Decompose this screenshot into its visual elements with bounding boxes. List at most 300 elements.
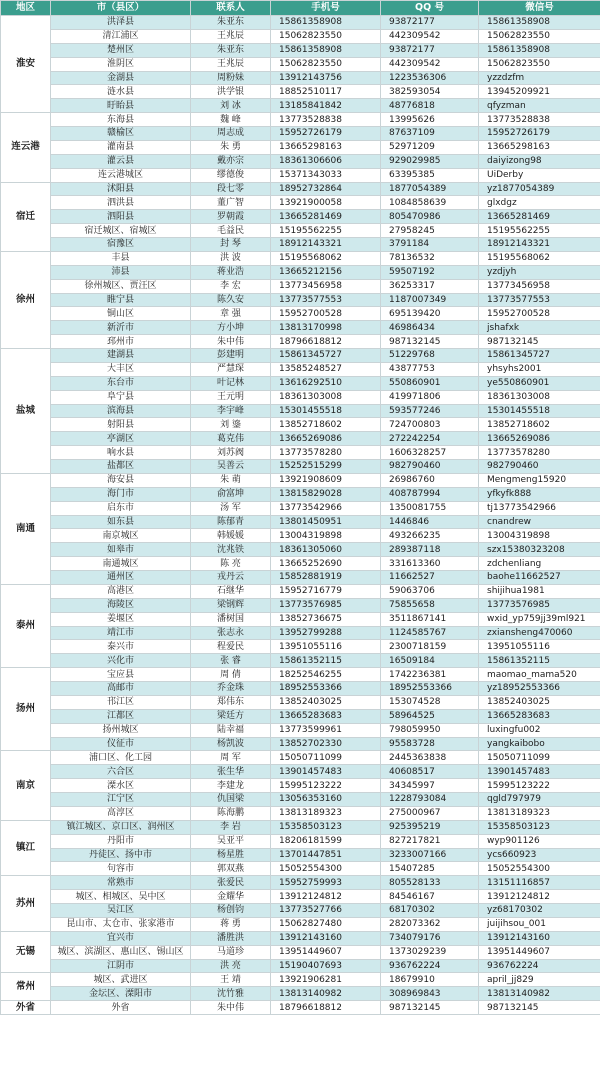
county-cell: 建湖县: [51, 349, 191, 363]
phone-cell: 13665283683: [271, 709, 381, 723]
contact-cell: 罗朝霞: [191, 210, 271, 224]
contact-cell: 王元明: [191, 390, 271, 404]
table-row: [1, 904, 600, 918]
wechat-cell: 13773576985: [479, 598, 600, 612]
wechat-cell: 15195562255: [479, 224, 600, 238]
qq-cell: 48776818: [381, 99, 479, 113]
wechat-cell: 13852718602: [479, 418, 600, 432]
table-row: [1, 682, 600, 696]
wechat-cell: 15062823550: [479, 29, 600, 43]
wechat-cell: cnandrew: [479, 515, 600, 529]
qq-cell: 18952553366: [381, 682, 479, 696]
qq-cell: 18679910: [381, 973, 479, 987]
county-cell: 灌云县: [51, 154, 191, 168]
wechat-cell: 15952726179: [479, 127, 600, 141]
table-row: [1, 515, 600, 529]
wechat-cell: 15358503123: [479, 820, 600, 834]
qq-cell: 34345997: [381, 779, 479, 793]
table-row: [1, 626, 600, 640]
contact-cell: 吴善云: [191, 460, 271, 474]
contact-cell: 叶记林: [191, 376, 271, 390]
phone-cell: 13951055116: [271, 640, 381, 654]
wechat-cell: 18912143321: [479, 238, 600, 252]
phone-cell: 13773577553: [271, 293, 381, 307]
table-row: [1, 154, 600, 168]
contact-cell: 董广智: [191, 196, 271, 210]
county-cell: 射阳县: [51, 418, 191, 432]
qq-cell: 84546167: [381, 890, 479, 904]
wechat-cell: daiyizong98: [479, 154, 600, 168]
qq-cell: 1446846: [381, 515, 479, 529]
table-row: [1, 584, 600, 598]
phone-cell: 13773599961: [271, 723, 381, 737]
qq-cell: 798059950: [381, 723, 479, 737]
county-cell: 常熟市: [51, 876, 191, 890]
qq-cell: 929029985: [381, 154, 479, 168]
qq-cell: 46986434: [381, 321, 479, 335]
contact-cell: 乔金珠: [191, 682, 271, 696]
qq-cell: 93872177: [381, 16, 479, 30]
header-region: 地区: [1, 1, 51, 16]
county-cell: 丰县: [51, 251, 191, 265]
phone-cell: 18852510117: [271, 85, 381, 99]
wechat-cell: 13773577553: [479, 293, 600, 307]
region-cell: 南京: [1, 751, 51, 820]
table-row: [1, 113, 600, 127]
wechat-cell: 936762224: [479, 959, 600, 973]
phone-cell: 15052554300: [271, 862, 381, 876]
county-cell: 吴江区: [51, 904, 191, 918]
county-cell: 淮阴区: [51, 57, 191, 71]
qq-cell: 936762224: [381, 959, 479, 973]
wechat-cell: 987132145: [479, 335, 600, 349]
qq-cell: 289387118: [381, 543, 479, 557]
county-cell: 仪征市: [51, 737, 191, 751]
contact-cell: 潘胜洪: [191, 931, 271, 945]
wechat-cell: yhsyhs2001: [479, 362, 600, 376]
county-cell: 海安县: [51, 473, 191, 487]
county-cell: 泗洪县: [51, 196, 191, 210]
phone-cell: 18361306606: [271, 154, 381, 168]
qq-cell: 87637109: [381, 127, 479, 141]
table-row: [1, 224, 600, 238]
phone-cell: 13773527766: [271, 904, 381, 918]
contact-cell: 缪德俊: [191, 168, 271, 182]
phone-cell: 15952700528: [271, 307, 381, 321]
qq-cell: 275000967: [381, 806, 479, 820]
contact-cell: 毛益民: [191, 224, 271, 238]
wechat-cell: 13951449607: [479, 945, 600, 959]
phone-cell: 15952716779: [271, 584, 381, 598]
table-row: [1, 640, 600, 654]
qq-cell: 63395385: [381, 168, 479, 182]
contact-cell: 魏 峰: [191, 113, 271, 127]
contact-cell: 朱 萌: [191, 473, 271, 487]
table-row: [1, 238, 600, 252]
county-cell: 东台市: [51, 376, 191, 390]
table-row: [1, 598, 600, 612]
table-row: [1, 654, 600, 668]
contact-cell: 周粉妹: [191, 71, 271, 85]
county-cell: 亭湖区: [51, 432, 191, 446]
county-cell: 沛县: [51, 265, 191, 279]
table-row: [1, 85, 600, 99]
contact-cell: 段七零: [191, 182, 271, 196]
qq-cell: 805470986: [381, 210, 479, 224]
wechat-cell: yzdjyh: [479, 265, 600, 279]
qq-cell: 52971209: [381, 140, 479, 154]
contact-cell: 葛克伟: [191, 432, 271, 446]
contact-cell: 洪学银: [191, 85, 271, 99]
table-row: [1, 432, 600, 446]
county-cell: 洪泽县: [51, 16, 191, 30]
contact-cell: 俞富坤: [191, 487, 271, 501]
county-cell: 城区、相城区、吴中区: [51, 890, 191, 904]
phone-cell: 13921906281: [271, 973, 381, 987]
contact-cell: 洪 亮: [191, 959, 271, 973]
wechat-cell: Mengmeng15920: [479, 473, 600, 487]
wechat-cell: 987132145: [479, 1001, 600, 1015]
wechat-cell: 13004319898: [479, 529, 600, 543]
county-cell: 泗阳县: [51, 210, 191, 224]
phone-cell: 18361305060: [271, 543, 381, 557]
county-cell: 金坛区、溧阳市: [51, 987, 191, 1001]
phone-cell: 13185841842: [271, 99, 381, 113]
qq-cell: 442309542: [381, 29, 479, 43]
phone-cell: 13921900058: [271, 196, 381, 210]
county-cell: 通州区: [51, 571, 191, 585]
table-row: [1, 446, 600, 460]
phone-cell: 15062823550: [271, 57, 381, 71]
wechat-cell: luxingfu002: [479, 723, 600, 737]
phone-cell: 18912143321: [271, 238, 381, 252]
table-row: [1, 959, 600, 973]
qq-cell: 987132145: [381, 335, 479, 349]
county-cell: 海陵区: [51, 598, 191, 612]
county-cell: 铜山区: [51, 307, 191, 321]
table-row: [1, 293, 600, 307]
wechat-cell: 15861358908: [479, 16, 600, 30]
qq-cell: 1877054389: [381, 182, 479, 196]
contact-cell: 周 军: [191, 751, 271, 765]
contact-cell: 杨创钧: [191, 904, 271, 918]
contact-cell: 朱亚东: [191, 16, 271, 30]
phone-cell: 15952759993: [271, 876, 381, 890]
contact-cell: 洪 波: [191, 251, 271, 265]
region-cell: 淮安: [1, 16, 51, 113]
qq-cell: 805528133: [381, 876, 479, 890]
wechat-cell: 13813189323: [479, 806, 600, 820]
table-row: [1, 390, 600, 404]
contact-cell: 陈海鹏: [191, 806, 271, 820]
phone-cell: 13773578280: [271, 446, 381, 460]
table-row: [1, 196, 600, 210]
phone-cell: 13912143756: [271, 71, 381, 85]
wechat-cell: yz18952553366: [479, 682, 600, 696]
region-cell: 常州: [1, 973, 51, 1001]
qq-cell: 1223536306: [381, 71, 479, 85]
phone-cell: 13665298163: [271, 140, 381, 154]
wechat-cell: 13773578280: [479, 446, 600, 460]
phone-cell: 15995123222: [271, 779, 381, 793]
qq-cell: 78136532: [381, 251, 479, 265]
contact-cell: 沈竹雅: [191, 987, 271, 1001]
table-row: [1, 473, 600, 487]
county-cell: 海门市: [51, 487, 191, 501]
header-phone: 手机号: [271, 1, 381, 16]
county-cell: 扬州城区: [51, 723, 191, 737]
qq-cell: 827217821: [381, 834, 479, 848]
contact-cell: 王兆辰: [191, 29, 271, 43]
phone-cell: 15358503123: [271, 820, 381, 834]
qq-cell: 442309542: [381, 57, 479, 71]
qq-cell: 724700803: [381, 418, 479, 432]
table-row: [1, 307, 600, 321]
contact-cell: 陈久安: [191, 293, 271, 307]
qq-cell: 27958245: [381, 224, 479, 238]
qq-cell: 1187007349: [381, 293, 479, 307]
table-row: [1, 917, 600, 931]
header-county: 市（县区）: [51, 1, 191, 16]
wechat-cell: 15052554300: [479, 862, 600, 876]
phone-cell: 13773528838: [271, 113, 381, 127]
contact-cell: 吴亚平: [191, 834, 271, 848]
table-row: [1, 806, 600, 820]
phone-cell: 13004319898: [271, 529, 381, 543]
table-row: [1, 820, 600, 834]
county-cell: 外省: [51, 1001, 191, 1015]
qq-cell: 2445363838: [381, 751, 479, 765]
table-body: [1, 16, 600, 1015]
table-row: [1, 29, 600, 43]
wechat-cell: 15952700528: [479, 307, 600, 321]
qq-cell: 93872177: [381, 43, 479, 57]
contact-cell: 章 强: [191, 307, 271, 321]
contact-cell: 严慧琛: [191, 362, 271, 376]
table-row: [1, 127, 600, 141]
contact-cell: 梁廷方: [191, 709, 271, 723]
wechat-cell: 15861345727: [479, 349, 600, 363]
qq-cell: 40608517: [381, 765, 479, 779]
county-cell: 句容市: [51, 862, 191, 876]
table-row: [1, 321, 600, 335]
county-cell: 徐州城区、贾汪区: [51, 279, 191, 293]
phone-cell: 15861352115: [271, 654, 381, 668]
county-cell: 如东县: [51, 515, 191, 529]
phone-cell: 15852881919: [271, 571, 381, 585]
contact-cell: 彭建明: [191, 349, 271, 363]
contact-cell: 方小坤: [191, 321, 271, 335]
region-cell: 徐州: [1, 251, 51, 348]
region-cell: 连云港: [1, 113, 51, 182]
county-cell: 南通城区: [51, 557, 191, 571]
wechat-cell: 15050711099: [479, 751, 600, 765]
table-row: [1, 182, 600, 196]
phone-cell: 15371343033: [271, 168, 381, 182]
county-cell: 泰兴市: [51, 640, 191, 654]
wechat-cell: glxdgz: [479, 196, 600, 210]
table-row: [1, 71, 600, 85]
contact-cell: 封 琴: [191, 238, 271, 252]
region-cell: 宿迁: [1, 182, 51, 251]
contact-cell: 韩媛媛: [191, 529, 271, 543]
wechat-cell: UiDerby: [479, 168, 600, 182]
wechat-cell: wxid_yp759jj39ml921: [479, 612, 600, 626]
table-row: [1, 279, 600, 293]
table-row: [1, 723, 600, 737]
table-row: [1, 43, 600, 57]
region-cell: 泰州: [1, 584, 51, 667]
table-row: [1, 99, 600, 113]
table-row: [1, 418, 600, 432]
qq-cell: 1742236381: [381, 668, 479, 682]
phone-cell: 13056353160: [271, 793, 381, 807]
contact-cell: 张志永: [191, 626, 271, 640]
qq-cell: 695139420: [381, 307, 479, 321]
contact-cell: 朱亚东: [191, 43, 271, 57]
phone-cell: 18796618812: [271, 1001, 381, 1015]
qq-cell: 1084858639: [381, 196, 479, 210]
qq-cell: 1350081755: [381, 501, 479, 515]
qq-cell: 1228793084: [381, 793, 479, 807]
phone-cell: 13852736675: [271, 612, 381, 626]
qq-cell: 272242254: [381, 432, 479, 446]
county-cell: 清江浦区: [51, 29, 191, 43]
table-row: [1, 251, 600, 265]
phone-cell: 13616292510: [271, 376, 381, 390]
table-row: [1, 695, 600, 709]
region-cell: 无锡: [1, 931, 51, 973]
wechat-cell: 13813140982: [479, 987, 600, 1001]
phone-cell: 18796618812: [271, 335, 381, 349]
table-row: [1, 862, 600, 876]
table-row: [1, 987, 600, 1001]
county-cell: 盐都区: [51, 460, 191, 474]
qq-cell: 51229768: [381, 349, 479, 363]
qq-cell: 3791184: [381, 238, 479, 252]
table-row: [1, 668, 600, 682]
table-row: [1, 571, 600, 585]
phone-cell: 18952553366: [271, 682, 381, 696]
wechat-cell: zxiansheng470060: [479, 626, 600, 640]
qq-cell: 1124585767: [381, 626, 479, 640]
contact-cell: 程爱民: [191, 640, 271, 654]
county-cell: 阜宁县: [51, 390, 191, 404]
table-row: [1, 376, 600, 390]
phone-cell: 13912124812: [271, 890, 381, 904]
header-contact: 联系人: [191, 1, 271, 16]
contact-cell: 周志成: [191, 127, 271, 141]
phone-cell: 13813140982: [271, 987, 381, 1001]
qq-cell: 36253317: [381, 279, 479, 293]
wechat-cell: 15995123222: [479, 779, 600, 793]
qq-cell: 734079176: [381, 931, 479, 945]
phone-cell: 15195568062: [271, 251, 381, 265]
table-row: [1, 543, 600, 557]
contact-cell: 张生华: [191, 765, 271, 779]
qq-cell: 1606328257: [381, 446, 479, 460]
phone-cell: 13852403025: [271, 695, 381, 709]
wechat-cell: 15301455518: [479, 404, 600, 418]
county-cell: 浦口区、化工园: [51, 751, 191, 765]
contact-cell: 杨凯波: [191, 737, 271, 751]
contact-cell: 戎丹云: [191, 571, 271, 585]
contact-cell: 金耀华: [191, 890, 271, 904]
phone-cell: 13813189323: [271, 806, 381, 820]
contact-cell: 石继华: [191, 584, 271, 598]
region-cell: 镇江: [1, 820, 51, 876]
wechat-cell: maomao_mama520: [479, 668, 600, 682]
county-cell: 丹徒区、扬中市: [51, 848, 191, 862]
region-cell: 苏州: [1, 876, 51, 932]
table-row: [1, 848, 600, 862]
contact-cell: 沈兆铁: [191, 543, 271, 557]
wechat-cell: 13901457483: [479, 765, 600, 779]
contact-cell: 杨星胜: [191, 848, 271, 862]
table-row: [1, 460, 600, 474]
contact-cell: 刘 鎏: [191, 418, 271, 432]
wechat-cell: baohe11662527: [479, 571, 600, 585]
table-row: [1, 168, 600, 182]
county-cell: 睢宁县: [51, 293, 191, 307]
qq-cell: 331613360: [381, 557, 479, 571]
region-cell: 扬州: [1, 668, 51, 751]
phone-cell: 15861345727: [271, 349, 381, 363]
phone-cell: 13951449607: [271, 945, 381, 959]
county-cell: 靖江市: [51, 626, 191, 640]
table-row: [1, 265, 600, 279]
region-cell: 盐城: [1, 349, 51, 474]
qq-cell: 3233007166: [381, 848, 479, 862]
contact-cell: 王兆辰: [191, 57, 271, 71]
qq-cell: 16509184: [381, 654, 479, 668]
qq-cell: 982790460: [381, 460, 479, 474]
county-cell: 邳州市: [51, 335, 191, 349]
table-row: [1, 16, 600, 30]
qq-cell: 925395219: [381, 820, 479, 834]
wechat-cell: 13912124812: [479, 890, 600, 904]
contact-cell: 汤 军: [191, 501, 271, 515]
header-row: [1, 1, 600, 16]
county-cell: 东海县: [51, 113, 191, 127]
region-cell: 南通: [1, 473, 51, 584]
wechat-cell: 13665298163: [479, 140, 600, 154]
table-row: [1, 612, 600, 626]
qq-cell: 987132145: [381, 1001, 479, 1015]
wechat-cell: ye550860901: [479, 376, 600, 390]
table-row: [1, 834, 600, 848]
wechat-cell: qfyzman: [479, 99, 600, 113]
wechat-cell: 13773456958: [479, 279, 600, 293]
qq-cell: 68170302: [381, 904, 479, 918]
table-row: [1, 57, 600, 71]
phone-cell: 13773576985: [271, 598, 381, 612]
phone-cell: 13701447851: [271, 848, 381, 862]
contact-cell: 李 岩: [191, 820, 271, 834]
phone-cell: 13852702330: [271, 737, 381, 751]
wechat-cell: 13665281469: [479, 210, 600, 224]
contact-cell: 张 睿: [191, 654, 271, 668]
header-wechat: 微信号: [479, 1, 600, 16]
county-cell: 城区、武进区: [51, 973, 191, 987]
county-cell: 江宁区: [51, 793, 191, 807]
table-row: [1, 557, 600, 571]
county-cell: 溧水区: [51, 779, 191, 793]
county-cell: 金湖县: [51, 71, 191, 85]
wechat-cell: april_jj829: [479, 973, 600, 987]
wechat-cell: 15861352115: [479, 654, 600, 668]
wechat-cell: shijihua1981: [479, 584, 600, 598]
